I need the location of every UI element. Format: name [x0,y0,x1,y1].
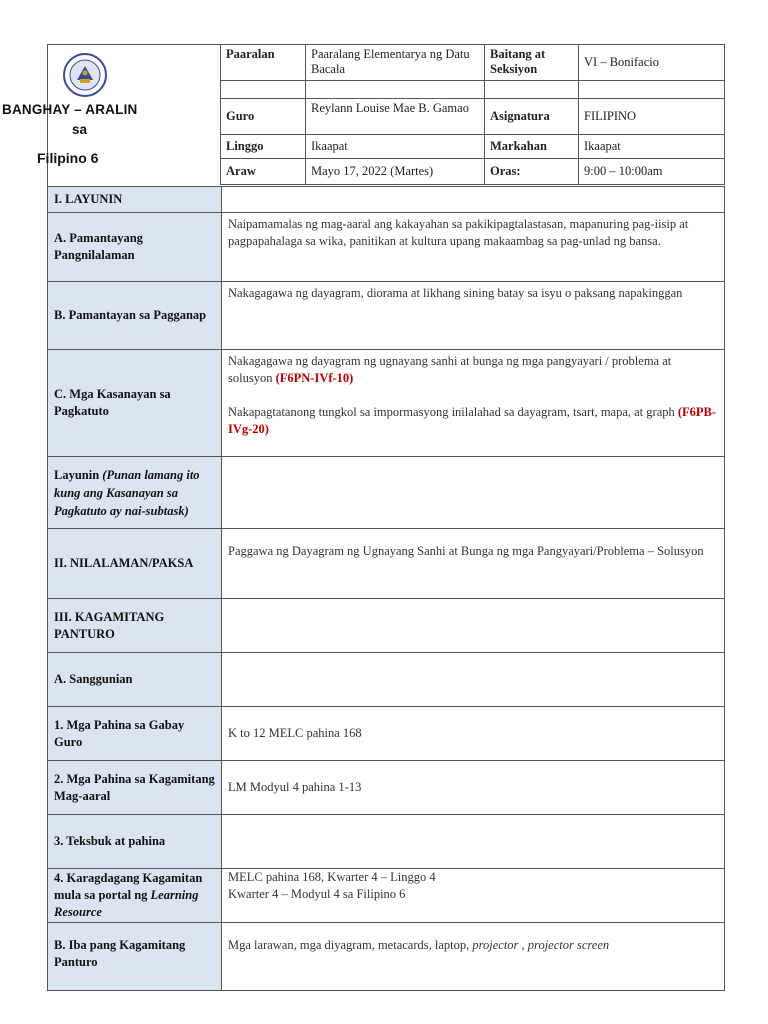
markahan-value: Ikaapat [579,135,725,159]
nilalaman-label: II. NILALAMAN/PAKSA [48,529,222,599]
pamantayang-pangnilalaman-label: A. Pamantayang Pangnilalaman [48,213,222,282]
linggo-value: Ikaapat [306,135,485,159]
layunin-note: (Punan lamang ito kung ang Kasanayan sa Pagkatuto ay nai-subtask) [54,467,200,518]
competency-code-1: (F6PN-IVf-10) [275,371,354,385]
sanggunian-label: A. Sanggunian [48,653,222,707]
title-line2: sa [72,122,88,137]
empty-cell [306,81,485,99]
linggo-label: Linggo [221,135,306,159]
guro-value: Reylann Louise Mae B. Gamao [306,99,485,135]
oras-label: Oras: [485,159,579,185]
empty-cell [222,599,725,653]
baitang-value: VI – Bonifacio [579,45,725,81]
paaralan-label: Paaralan [221,45,306,81]
kasanayan-text-1: Nakagagawa ng dayagram ng ugnayang sanhi at bunga ng mga pangyayari / problema at solusyon [228,354,672,385]
iba-pang-kagamitan-value [222,923,725,991]
gabay-guro-label: 1. Mga Pahina sa Gabay Guro [48,707,222,761]
info-table [220,44,725,185]
title-line1: BANGHAY – ARALIN [2,102,138,117]
pamantayan-pagganap-label: B. Pamantayan sa Pagganap [48,282,222,350]
kasanayan-value [222,350,725,457]
nilalaman-value: Paggawa ng Dayagram ng Ugnayang Sanhi at Bunga ng mga Pangyayari/Problema – Solusyon [222,529,725,599]
header-title-block [0,44,220,186]
title-line3: Filipino 6 [37,150,99,166]
kagamitang-mag-aaral-label: 2. Mga Pahina sa Kagamitang Mag-aaral [48,761,222,815]
empty-cell [579,81,725,99]
araw-value: Mayo 17, 2022 (Martes) [306,159,485,185]
empty-cell [222,187,725,213]
empty-cell [222,457,725,529]
iba-text: Mga larawan, mga diyagram, metacards, laptop, [228,938,473,952]
empty-cell [222,815,725,869]
layunin-label-text: Layunin [54,467,103,482]
markahan-label: Markahan [485,135,579,159]
kagamitang-mag-aaral-value: LM Modyul 4 pahina 1-13 [222,761,725,815]
oras-value: 9:00 – 10:00am [579,159,725,185]
kasanayan-text-2: Nakapagtatanong tungkol sa impormasyong inilalahad sa dayagram, tsart, mapa, at graph [228,405,678,419]
lesson-plan-table [47,186,725,991]
paaralan-value: Paaralang Elementarya ng Datu Bacala [306,45,485,81]
layunin-label [48,457,222,529]
teksbuk-label: 3. Teksbuk at pahina [48,815,222,869]
karagdagang-kagamitan-value [222,869,725,923]
iba-projector: projector [472,938,519,952]
guro-label: Guro [221,99,306,135]
kagamitang-panturo-label: III. KAGAMITANG PANTURO [48,599,222,653]
empty-cell [485,81,579,99]
kasanayan-label: C. Mga Kasanayan sa Pagkatuto [48,350,222,457]
deped-seal-icon [62,52,108,98]
iba-pang-kagamitan-label: B. Iba pang Kagamitang Panturo [48,923,222,991]
baitang-label: Baitang at Seksiyon [485,45,579,81]
layunin-section-header: I. LAYUNIN [48,187,222,213]
empty-cell [221,81,306,99]
competency-code-2: (F6PB-IVg-20) [228,405,717,436]
pamantayang-pangnilalaman-value: Naipamamalas ng mag-aaral ang kakayahan sa pakikipagtalastasan, mapanuring pag-iisip at pagpapahalaga sa wika, panitikan at kultura upang makaambag sa pag-unlad ng bansa. [222,213,725,282]
pamantayan-pagganap-value: Nakagagawa ng dayagram, diorama at likhang sining batay sa isyu o paksang napakinggan [222,282,725,350]
araw-label: Araw [221,159,306,185]
karagdagang-kagamitan-label [48,869,222,923]
karagdagang-line-2: Kwarter 4 – Modyul 4 sa Filipino 6 [228,887,406,901]
learning-resource-text: Learning Resource [54,888,199,919]
karagdagang-line-1: MELC pahina 168, Kwarter 4 – Linggo 4 [228,870,436,884]
karagdagang-kagamitan-text: 4. Karagdagang Kagamitan mula sa portal ng [54,871,203,902]
asignatura-value: FILIPINO [579,99,725,135]
empty-cell [222,653,725,707]
asignatura-label: Asignatura [485,99,579,135]
iba-projector-screen: projector screen [527,938,610,952]
iba-separator: , [518,938,528,952]
gabay-guro-value: K to 12 MELC pahina 168 [222,707,725,761]
